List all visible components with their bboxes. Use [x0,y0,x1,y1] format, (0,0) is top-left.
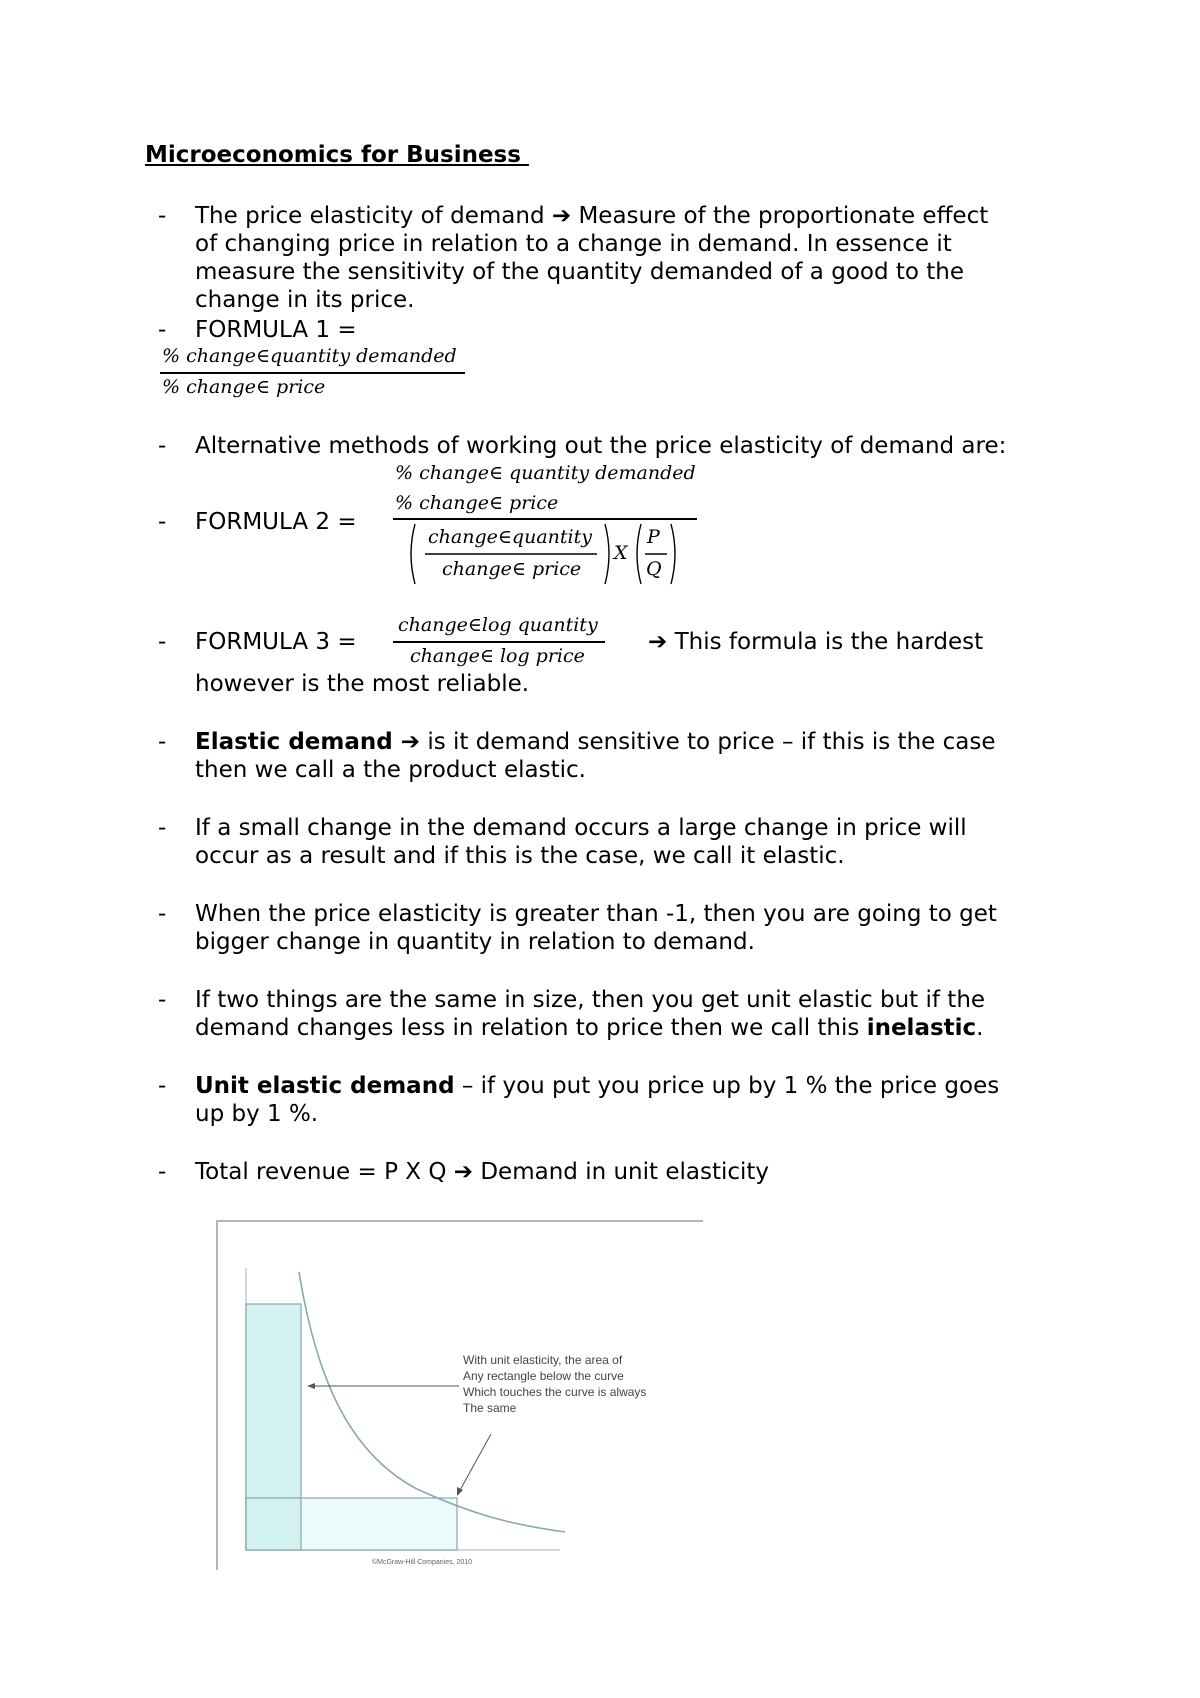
figure-credit: ©McGraw-Hill Companies, 2010 [372,1559,473,1566]
unit-elastic-line-1: Unit elastic demand – if you put you price up by 1 % the price goes [195,1073,1000,1099]
total-revenue-text: Total revenue = P X Q ➔ Demand in unit elasticity [195,1159,770,1185]
bullet-dash: - [158,629,167,655]
formula2-top-numerator: % change∈ quantity demanded [395,462,696,484]
elastic-demand-line-1: Elastic demand ➔ is it demand sensitive to price – if this is the case [195,729,996,755]
annotation-arrow-down [459,1434,491,1492]
formula2-inner-denominator: change∈ price [442,558,582,580]
formula2-q: Q [646,558,662,580]
page-title: Microeconomics for Business [145,142,529,168]
annotation-line: The same [463,1401,517,1415]
unit-same-line-2: demand changes less in relation to price then we call this inelastic. [195,1015,984,1041]
bullet-dash: - [158,317,167,343]
arrowhead [457,1487,463,1496]
elastic-demand-line-2: then we call a the product elastic. [195,757,586,783]
formula1-label: FORMULA 1 = [195,317,357,343]
greater-line-2: bigger change in quantity in relation to demand. [195,929,755,955]
fraction-bar [393,641,605,643]
formula3-note-line-2: however is the most reliable. [195,671,530,697]
formula2-label: FORMULA 2 = [195,509,357,535]
annotation-line: With unit elasticity, the area of [463,1353,623,1367]
greater-line-1: When the price elasticity is greater than -1, then you are going to get [195,901,997,927]
formula2-times: X [614,542,628,564]
definition-line-3: measure the sensitivity of the quantity demanded of a good to the [195,259,965,285]
unit-elasticity-figure [215,1220,705,1572]
formula3-denominator: change∈ log price [410,645,585,667]
bullet-dash: - [158,1159,167,1185]
arrow-icon: ➔ [400,729,421,755]
definition-line-4: change in its price. [195,287,415,313]
alternative-methods-text: Alternative methods of working out the price elasticity of demand are: [195,433,1007,459]
definition-line-2: of changing price in relation to a change in demand. In essence it [195,231,952,257]
arrow-icon: ➔ [453,1159,474,1185]
formula2-top-denominator: % change∈ price [395,492,559,514]
definition-line-1: The price elasticity of demand ➔ Measure of the proportionate effect [195,203,989,229]
bullet-dash: - [158,433,167,459]
arrow-icon: ➔ [551,203,572,229]
bullet-dash: - [158,1073,167,1099]
formula2-p: P [647,526,660,548]
overlap-rectangle [246,1498,301,1550]
annotation-line: Which touches the curve is always [463,1385,647,1399]
formula3-label: FORMULA 3 = [195,629,357,655]
bullet-dash: - [158,987,167,1013]
bullet-dash: - [158,509,167,535]
small-change-line-2: occur as a result and if this is the case, we call it elastic. [195,843,845,869]
fraction-bar [160,372,465,374]
small-change-line-1: If a small change in the demand occurs a large change in price will [195,815,967,841]
formula1-denominator: % change∈ price [162,376,326,398]
formula3-note: ➔ This formula is the hardest [648,629,984,655]
bullet-dash: - [158,815,167,841]
arrowhead [307,1383,315,1389]
bullet-dash: - [158,203,167,229]
demand-curve [299,1272,565,1532]
annotation-line: Any rectangle below the curve [463,1369,624,1383]
arrow-icon: ➔ [648,629,668,655]
formula3-numerator: change∈log quantity [398,614,598,636]
unit-same-line-1: If two things are the same in size, then you get unit elastic but if the [195,987,986,1013]
bullet-dash: - [158,729,167,755]
formula2-inner-numerator: change∈quantity [428,526,592,548]
formula1-numerator: % change∈quantity demanded [162,345,457,367]
bullet-dash: - [158,901,167,927]
unit-elastic-line-2: up by 1 %. [195,1101,319,1127]
